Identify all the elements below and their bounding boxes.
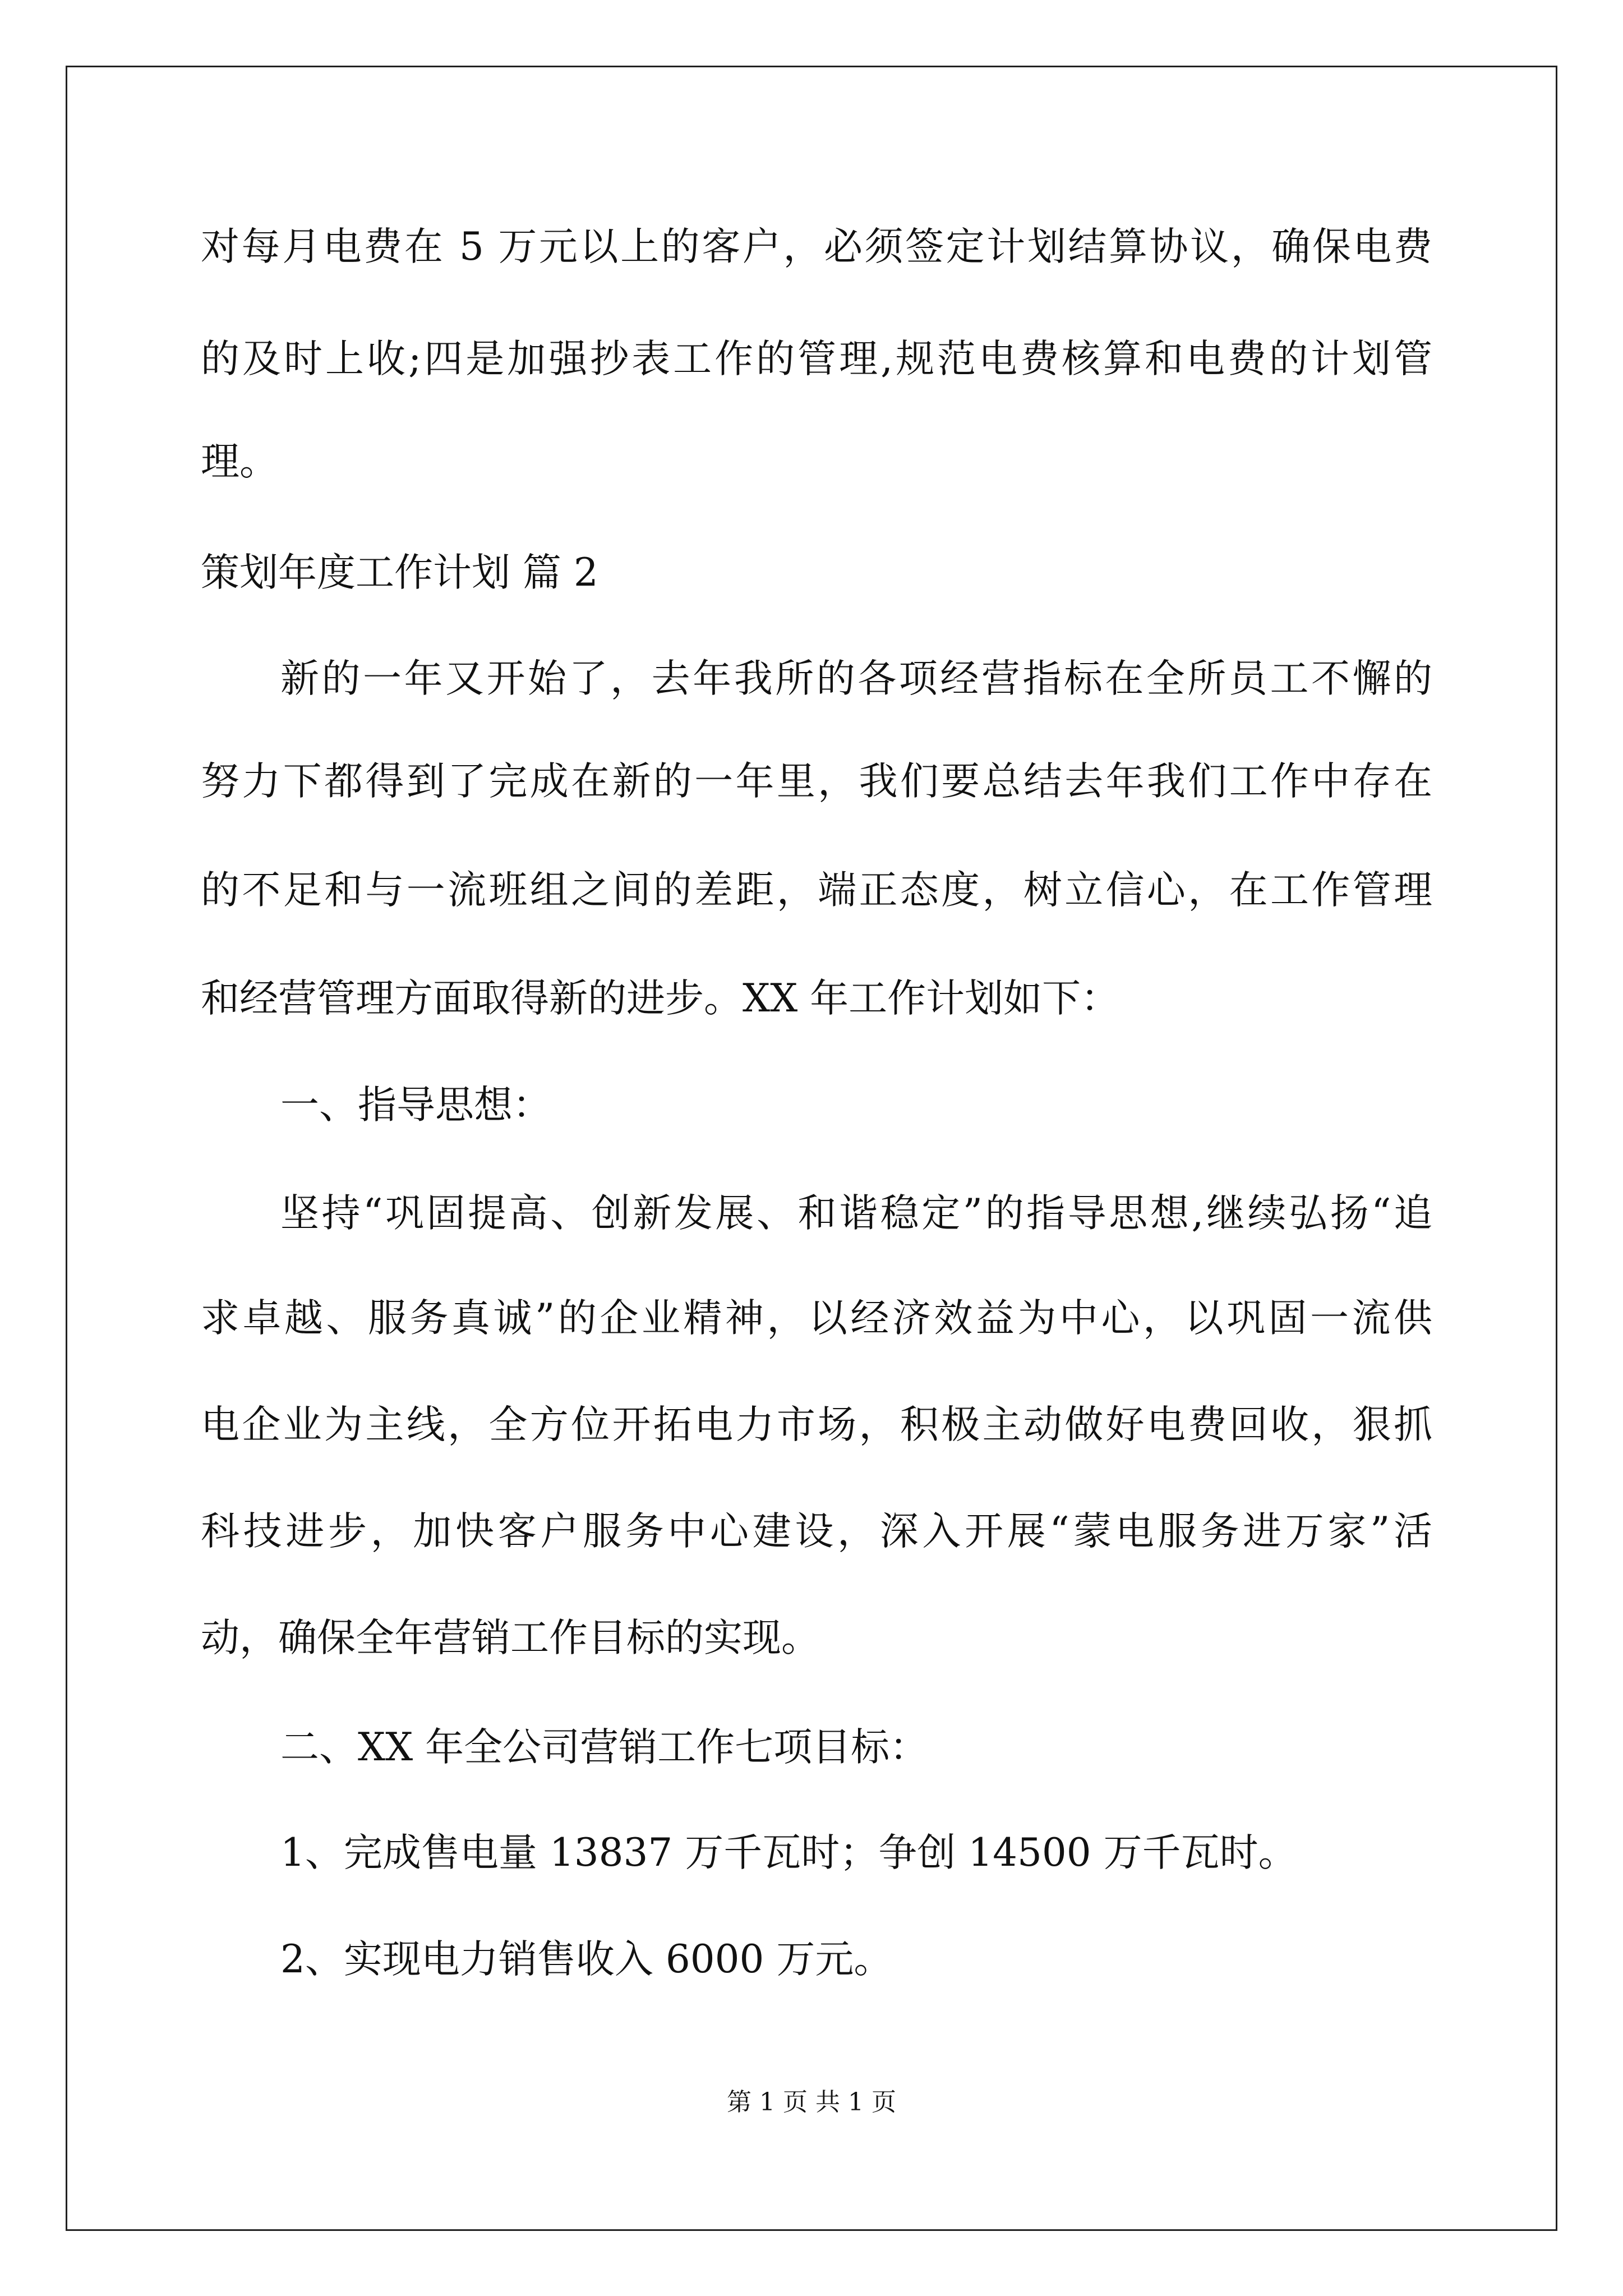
page-frame — [66, 66, 1557, 2231]
paragraph-line: 的及时上收;四是加强抄表工作的管理,规范电费核算和电费的计划管 — [201, 337, 1432, 381]
paragraph-line: 科技进步，加快客户服务中心建设，深入开展“蒙电服务进万家”活 — [201, 1509, 1432, 1554]
subheading-guiding-ideology: 一、指导思想： — [280, 1083, 551, 1128]
paragraph-line: 的不足和与一流班组之间的差距，端正态度，树立信心，在工作管理 — [201, 868, 1432, 913]
paragraph-line: 理。 — [201, 439, 278, 484]
paragraph-line: 坚持“巩固提高、创新发展、和谐稳定”的指导思想,继续弘扬“追 — [280, 1191, 1432, 1236]
paragraph-line: 动，确保全年营销工作目标的实现。 — [201, 1616, 820, 1660]
paragraph-line: 电企业为主线，全方位开拓电力市场，积极主动做好电费回收，狠抓 — [201, 1402, 1432, 1447]
target-item: 2、实现电力销售收入 6000 万元。 — [280, 1937, 893, 1982]
target-item: 1、完成售电量 13837 万千瓦时；争创 14500 万千瓦时。 — [280, 1830, 1297, 1875]
paragraph-line: 和经营管理方面取得新的进步。XX 年工作计划如下： — [201, 976, 1120, 1021]
subheading-seven-targets: 二、XX 年全公司营销工作七项目标： — [280, 1725, 929, 1770]
page-footer: 第 1 页 共 1 页 — [727, 2088, 896, 2116]
paragraph-line: 努力下都得到了完成在新的一年里，我们要总结去年我们工作中存在 — [201, 759, 1432, 804]
paragraph-line: 对每月电费在 5 万元以上的客户，必须签定计划结算协议，确保电费 — [201, 224, 1432, 269]
paragraph-line: 求卓越、服务真诚”的企业精神，以经济效益为中心，以巩固一流供 — [201, 1296, 1432, 1341]
paragraph-line: 新的一年又开始了，去年我所的各项经营指标在全所员工不懈的 — [280, 656, 1432, 701]
section-heading: 策划年度工作计划 篇 2 — [201, 550, 598, 595]
